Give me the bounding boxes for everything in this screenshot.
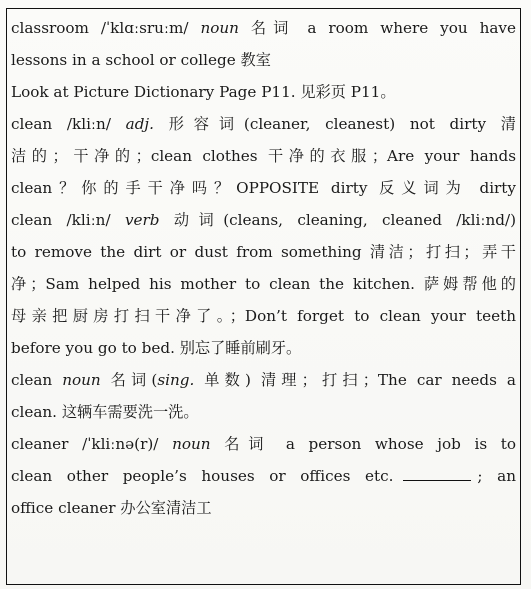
entry-cleaner-line-1 [11, 429, 516, 459]
pos-label: noun [62, 371, 101, 389]
pos-label: noun [172, 435, 211, 453]
entry-cleaner-line-3: office cleaner 办公室清洁工 [11, 499, 212, 517]
entry-clean-adj-line-2: 洁的；干净的；clean clothes 干净的衣服；Are your hands [11, 147, 516, 165]
entry-cleaner-line-2 [11, 461, 516, 491]
pos-label: noun [200, 19, 239, 37]
definition-text: clean other people’s houses or offices etc. [11, 467, 394, 485]
dictionary-entries-box [6, 8, 521, 585]
entry-clean-adj-line-3: clean？你的手干净吗？OPPOSITE dirty 反义词为 dirty [11, 179, 516, 197]
entry-clean-verb-line-3: 净；Sam helped his mother to clean the kitchen. 萨姆帮他的 [11, 275, 516, 293]
fill-in-blank[interactable] [403, 466, 471, 481]
definition-text: 名词( [100, 371, 158, 389]
entry-clean-adj-line-1 [11, 109, 516, 139]
definition-text: 动词(cleans, cleaning, cleaned /kliːnd/) [159, 211, 516, 229]
entry-clean-verb-line-5: before you go to bed. 别忘了睡前刷牙。 [11, 339, 302, 357]
headword-classroom: classroom /ˈklɑːsruːm/ [11, 19, 201, 37]
definition-text: 名词 a person whose job is to [210, 435, 516, 453]
headword-clean: clean [11, 371, 63, 389]
headword-clean: clean /kliːn/ [11, 115, 126, 133]
grammar-label: sing. [157, 371, 195, 389]
definition-text: 名词 a room where you have [238, 19, 516, 37]
definition-text: ; an [477, 467, 516, 485]
headword-cleaner: cleaner /ˈkliːnə(r)/ [11, 435, 173, 453]
entry-clean-noun-line-2: clean. 这辆车需要洗一洗。 [11, 403, 199, 421]
entry-clean-verb-line-4: 母亲把厨房打扫干净了。；Don’t forget to clean your teeth [11, 307, 516, 325]
definition-text: 形容词(cleaner, cleanest) not dirty 清 [153, 115, 516, 133]
headword-clean: clean /kliːn/ [11, 211, 125, 229]
pos-label: verb [124, 211, 160, 229]
entry-classroom-line-1 [11, 13, 516, 43]
pos-label: adj. [125, 115, 154, 133]
picture-dictionary-reference: Look at Picture Dictionary Page P11. 见彩页 P11。 [11, 83, 396, 101]
entry-clean-noun-line-1 [11, 365, 516, 395]
definition-text: 单数) 清理；打扫；The car needs a [194, 371, 516, 389]
entry-clean-verb-line-1 [11, 205, 516, 235]
entry-classroom-line-2: lessons in a school or college 教室 [11, 51, 271, 69]
entry-clean-verb-line-2: to remove the dirt or dust from something 清洁；打扫；弄干 [11, 243, 516, 261]
